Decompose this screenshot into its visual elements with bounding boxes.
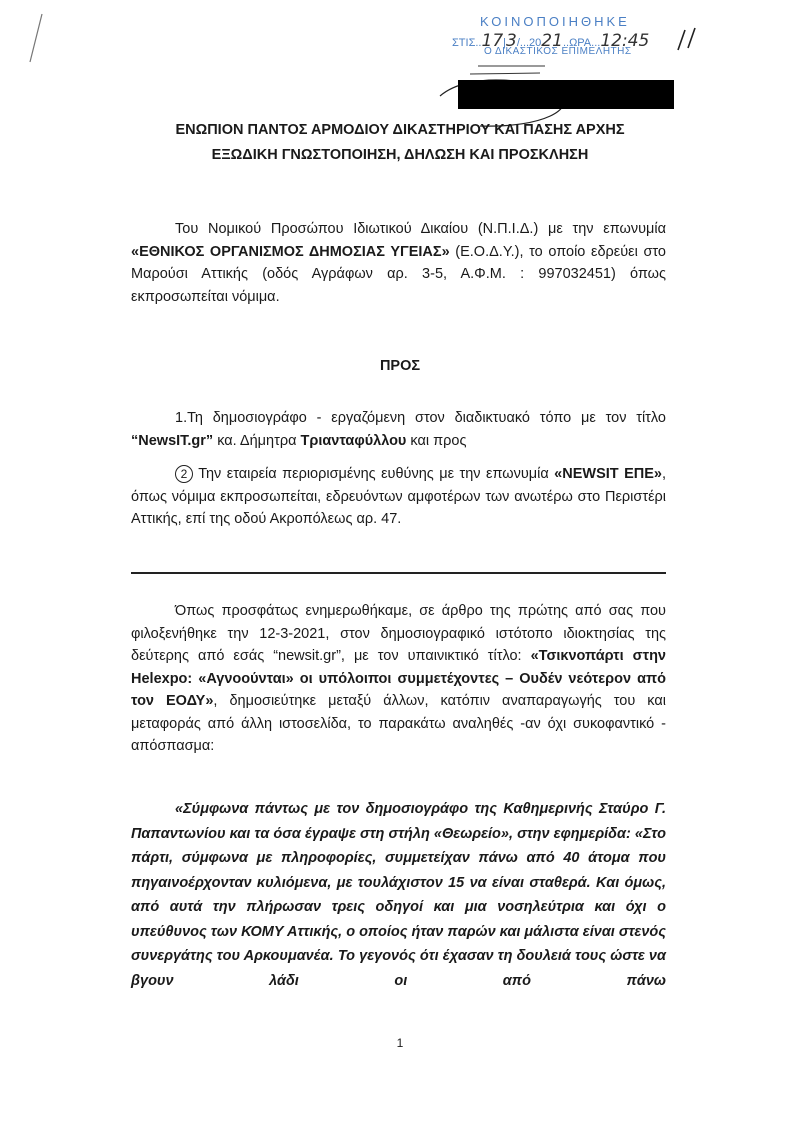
stamp-date-line: ΣΤΙΣ..17|3/...2021..ΩΡΑ...12:45 (452, 31, 650, 51)
page-number: 1 (396, 1036, 404, 1050)
stamp-day: 17 (481, 31, 504, 51)
stamp-year: 21 (541, 31, 563, 51)
news-site-name: “NewsIT.gr” (131, 432, 214, 449)
sender-intro: Του Νομικού Προσώπου Ιδιωτικού Δικαίου (Ν.Π.Ι.Δ.) με την επωνυμία (175, 221, 666, 237)
court-heading: ΕΝΩΠΙΟΝ ΠΑΝΤΟΣ ΑΡΜΟΔΙΟΥ ΔΙΚΑΣΤΗΡΙΟΥ ΚΑΙ ΠΑΣΗΣ ΑΡΧΗΣ (175, 122, 625, 138)
journalist-surname: Τριανταφύλλου (300, 432, 407, 449)
horizontal-rule (131, 572, 666, 574)
quoted-excerpt: «Σύμφωνα πάντως με τον δημοσιογράφο της Καθημερινής Σταύρο Γ. Παπαντωνίου και τα όσα έγραψε στη στήλη «Θεωρείο», στην εφημερίδα: «Στο πάρτι, σύμφωνα με πληροφορίες, συμμετείχαν πάνω από 40 άτομα που πηγαινοέρχονταν κυλιόμενα, με τουλάχιστον 15 να είναι σταθερά. Και όμως, από αυτά την πλήρωσαν τρεις οδηγοί και μια νοσηλεύτρια και όχι ο υπεύθυνος των ΚΟΜΥ Αττικής, ο οποίος ήταν παρών και μάλιστα είναι στενός συνεργάτης του Αρκουμανέα. Το γεγονός ότι έχασαν τη δουλειά τους ώστε να βγουν λάδι οι από πάνω (131, 801, 666, 989)
document-title: ΕΞΩΔΙΚΗ ΓΝΩΣΤΟΠΟΙΗΣΗ, ΔΗΛΩΣΗ ΚΑΙ ΠΡΟΣΚΛΗΣΗ (211, 147, 589, 163)
body-paragraph: Όπως προσφάτως ενημερωθήκαμε, σε άρθρο της πρώτης από σας που φιλοξενήθηκε την 12-3-2021, στον δημοσιογραφικό ιστότοπο ιδιοκτησίας της δεύτερης από εσάς “newsit.gr”, με τον υπαινικτικό τίτλο: «Τσικνοπάρτι στην Helexpo: «Αγνοούνται» οι υπόλοιποι συμμετέχοντες – Ουδέν νεότερον από τον ΕΟΔΥ», δημοσιεύτηκε μεταξύ άλλων, κατόπιν αναπαραγωγής του και μεταφοράς από άλλη ιστοσελίδα, το παρακάτω αναληθές -αν όχι συκοφαντικό - απόσπασμα: (131, 603, 666, 754)
sender-details: (Ε.Ο.Δ.Υ.), το οποίο εδρεύει στο Μαρούσι Αττικής (οδός Αγράφων αρ. 3-5, Α.Φ.Μ. : 997032451) όπως εκπροσωπείται νόμιμα. (131, 243, 666, 305)
recipient-1-paragraph: 1.Τη δημοσιογράφο - εργαζόμενη στον διαδικτυακό τόπο με τον τίτλο “NewsIT.gr” κα. Δήμητρα Τριανταφύλλου και προς (131, 410, 666, 449)
stamp-month: 3 (506, 31, 517, 51)
notification-stamp (452, 14, 702, 60)
sender-name: «ΕΘΝΙΚΟΣ ΟΡΓΑΝΙΣΜΟΣ ΔΗΜΟΣΙΑΣ ΥΓΕΙΑΣ» (131, 243, 450, 260)
sender-paragraph (131, 218, 666, 308)
redaction-box (458, 80, 674, 109)
to-heading: ΠΡΟΣ (379, 358, 421, 374)
recipient-2-paragraph: 2 Την εταιρεία περιορισμένης ευθύνης με την επωνυμία «NEWSIT ΕΠΕ», όπως νόμιμα εκπροσωπείται, εδρευόντων αμφοτέρων των ανωτέρω στο Περιστέρι Αττικής, επί της οδού Ακροπόλεως αρ. 47. (131, 466, 666, 527)
circled-number: 2 (175, 465, 193, 483)
article-headline: «Τσικνοπάρτι στην Helexpo: «Αγνοούνται» οι υπόλοιποι συμμετέχοντες – Ουδέν νεότερον από τον ΕΟΔΥ» (131, 648, 666, 709)
stamp-time: 12:45 (600, 31, 650, 51)
stamp-officer: Ο ΔΙΚΑΣΤΙΚΟΣ ΕΠΙΜΕΛΗΤΗΣ (484, 46, 632, 57)
company-name: «NEWSIT ΕΠΕ» (554, 466, 662, 482)
stamp-title: ΚΟΙΝΟΠΟΙΗΘΗΚΕ (480, 14, 630, 29)
